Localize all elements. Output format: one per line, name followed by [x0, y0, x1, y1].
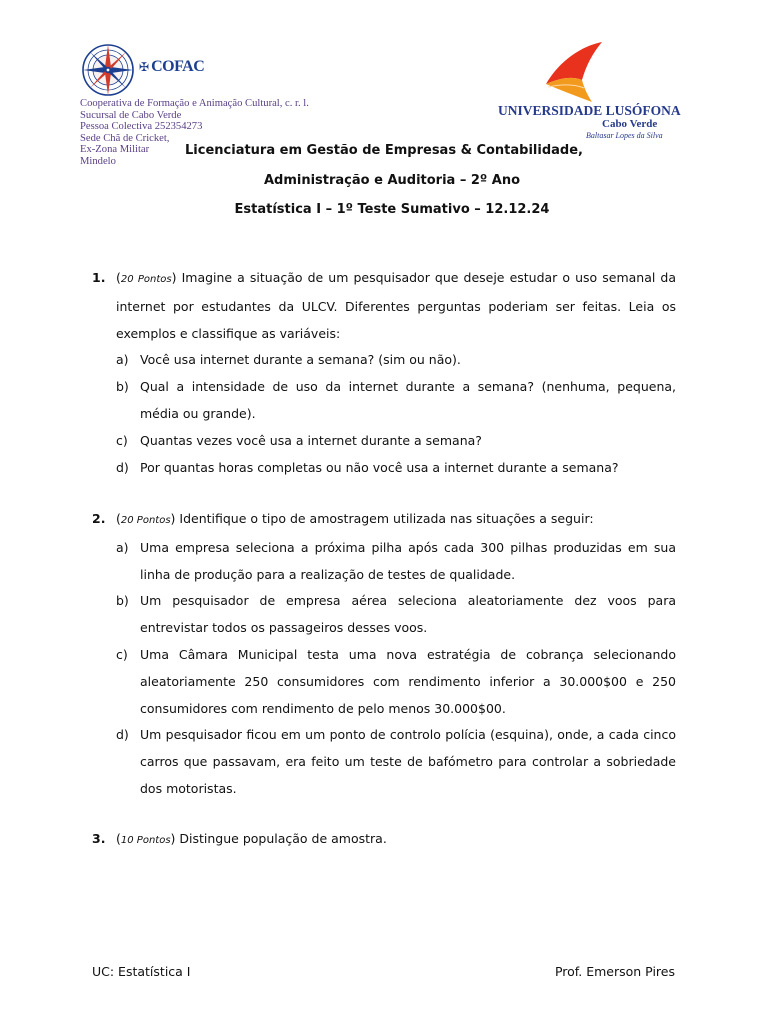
- item-text: Por quantas horas completas ou não você usa a internet durante a semana?: [140, 459, 619, 475]
- university-name: UNIVERSIDADE LUSÓFONA: [498, 103, 681, 118]
- exam-title: Estatística I – 1º Teste Sumativo – 12.12.24: [234, 202, 550, 217]
- item-letter: c): [116, 646, 128, 662]
- question-text: (10 Pontos) Distingue população de amostra.: [116, 831, 387, 846]
- question-text: (20 Pontos) Imagine a situação de um pesquisador que deseje estudar o uso semanal da internet por estudantes da ULCV. Diferentes perguntas poderiam ser feitas. Leia os exemplos e classifique as variáveis:: [116, 270, 676, 341]
- question-item: [92, 428, 676, 455]
- item-letter: a): [116, 352, 129, 368]
- item-letter: d): [116, 727, 129, 743]
- question-item: [92, 374, 676, 428]
- cofac-line: Sucursal de Cabo Verde: [80, 109, 182, 121]
- question-points: 10 Pontos: [120, 835, 171, 846]
- question-3: [92, 826, 676, 855]
- item-text: Um pesquisador de empresa aérea seleciona aleatoriamente dez voos para entrevistar todos os passageiros desses voos.: [140, 593, 676, 636]
- question-item: [92, 455, 676, 482]
- footer-professor: Prof. Emerson Pires: [554, 964, 675, 979]
- item-text: Uma empresa seleciona a próxima pilha após cada 300 pilhas produzidas em sua linha de produção para a realização de testes de qualidade.: [140, 539, 676, 582]
- cofac-line: Sede Chã de Cricket,: [80, 132, 170, 144]
- footer-course: UC: Estatística I: [92, 964, 191, 979]
- question-item: [92, 588, 676, 642]
- question-item: [92, 347, 676, 374]
- question-items: [92, 535, 676, 803]
- item-text: Qual a intensidade de uso da internet durante a semana? (nenhuma, pequena, média ou grande).: [140, 379, 676, 421]
- question-item: [92, 722, 676, 802]
- question-statement: Distingue população de amostra.: [179, 831, 387, 846]
- cofac-line: Mindelo: [80, 155, 116, 167]
- question-text: (20 Pontos) Identifique o tipo de amostragem utilizada nas situações a seguir:: [116, 511, 594, 526]
- university-logo: [498, 40, 681, 140]
- item-letter: c): [116, 432, 128, 448]
- question-points: 20 Pontos: [120, 274, 172, 285]
- question-number: 3.: [92, 831, 106, 846]
- sail-icon: [542, 40, 604, 104]
- course-title: Licenciatura em Gestão de Empresas & Contabilidade,: [185, 143, 583, 158]
- question-number: 2.: [92, 511, 106, 526]
- item-text: Quantas vezes você usa a internet durante a semana?: [140, 432, 482, 448]
- university-subtitle: Cabo Verde: [602, 118, 658, 130]
- question-2: [92, 506, 676, 803]
- cofac-compass-seal-icon: [80, 42, 136, 98]
- question-1: [92, 265, 676, 481]
- item-text: Um pesquisador ficou em um ponto de controlo polícia (esquina), onde, a cada cinco carros que passavam, era feito um teste de bafómetro para controlar a sobriedade dos motoristas.: [140, 727, 676, 796]
- question-item: [92, 642, 676, 722]
- university-tagline: Baltasar Lopes da Silva: [586, 131, 663, 140]
- cofac-line: Pessoa Colectiva 252354273: [80, 121, 203, 132]
- item-text: Você usa internet durante a semana? (sim ou não).: [140, 352, 461, 368]
- question-number: 1.: [92, 270, 106, 285]
- cofac-line: Ex-Zona Militar: [80, 144, 150, 155]
- cofac-name: COFAC: [151, 58, 205, 75]
- question-points: 20 Pontos: [120, 515, 171, 526]
- course-subtitle: Administração e Auditoria – 2º Ano: [263, 173, 521, 188]
- item-text: Uma Câmara Municipal testa uma nova estratégia de cobrança selecionando aleatoriamente 250 consumidores com rendimento inferior a 30.000$00 e 250 consumidores com rendimento de pelo menos 30.000$00.: [140, 646, 676, 716]
- cross-icon: ✠: [139, 60, 150, 74]
- item-letter: a): [116, 539, 129, 555]
- item-letter: b): [116, 593, 129, 609]
- item-letter: d): [116, 459, 129, 475]
- question-statement: Identifique o tipo de amostragem utilizada nas situações a seguir:: [179, 511, 594, 526]
- cofac-line: Cooperativa de Formação e Animação Cultural, c. r. l.: [80, 98, 309, 109]
- question-statement: Imagine a situação de um pesquisador que deseje estudar o uso semanal da internet por estudantes da ULCV. Diferentes perguntas poderiam ser feitas. Leia os exemplos e classifique as variáveis:: [116, 270, 676, 341]
- question-item: [92, 535, 676, 589]
- item-letter: b): [116, 379, 129, 395]
- question-items: [92, 347, 676, 481]
